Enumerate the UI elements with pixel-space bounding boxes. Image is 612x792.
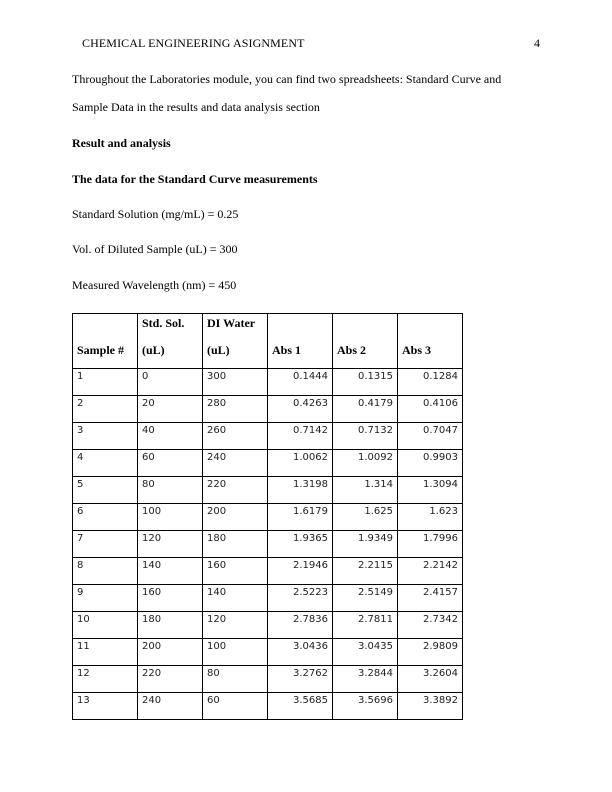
column-header-text: Abs 3	[402, 343, 432, 357]
table-cell: 2	[73, 396, 138, 423]
table-cell: 2.9809	[398, 639, 463, 666]
table-cell: 0.1284	[398, 369, 463, 396]
table-cell: 0.9903	[398, 450, 463, 477]
column-header	[333, 314, 398, 369]
table-cell: 3.2762	[268, 666, 333, 693]
table-row	[73, 504, 463, 531]
table-row	[73, 450, 463, 477]
table-cell: 240	[138, 693, 203, 720]
standard-solution-text: Standard Solution (mg/mL) = 0.25	[72, 207, 239, 221]
intro-paragraph-line-1: Throughout the Laboratories module, you can find two spreadsheets: Standard Curve and	[72, 72, 502, 86]
table-cell: 1.625	[333, 504, 398, 531]
table-cell: 1.7996	[398, 531, 463, 558]
table-cell: 0.7142	[268, 423, 333, 450]
table-cell: 1.0092	[333, 450, 398, 477]
table-cell: 120	[203, 612, 268, 639]
table-cell: 1.9365	[268, 531, 333, 558]
subsection-heading: The data for the Standard Curve measurements	[72, 172, 318, 186]
table-row	[73, 558, 463, 585]
table-cell: 3.0435	[333, 639, 398, 666]
column-header-text: (uL)	[142, 343, 165, 357]
table-cell: 40	[138, 423, 203, 450]
column-header-text: Std. Sol.	[142, 316, 185, 330]
table-cell: 180	[138, 612, 203, 639]
table-cell: 2.7811	[333, 612, 398, 639]
table-cell: 240	[203, 450, 268, 477]
table-row	[73, 612, 463, 639]
table-cell: 160	[203, 558, 268, 585]
table-cell: 1.6179	[268, 504, 333, 531]
table-cell: 8	[73, 558, 138, 585]
table-cell: 10	[73, 612, 138, 639]
table-row	[73, 396, 463, 423]
table-cell: 2.5149	[333, 585, 398, 612]
table-cell: 3.2844	[333, 666, 398, 693]
table-cell: 0.4263	[268, 396, 333, 423]
table-cell: 260	[203, 423, 268, 450]
standard-curve-table	[72, 313, 463, 720]
diluted-volume-text: Vol. of Diluted Sample (uL) = 300	[72, 242, 238, 256]
table-header-row	[73, 314, 463, 369]
table-cell: 11	[73, 639, 138, 666]
table-cell: 140	[203, 585, 268, 612]
table-cell: 1.9349	[333, 531, 398, 558]
column-header-text: DI Water	[207, 316, 256, 330]
table-cell: 3.0436	[268, 639, 333, 666]
running-header: CHEMICAL ENGINEERING ASIGNMENT	[82, 36, 305, 50]
table-row	[73, 693, 463, 720]
table-cell: 0.1444	[268, 369, 333, 396]
table-cell: 4	[73, 450, 138, 477]
table-row	[73, 666, 463, 693]
table-row	[73, 423, 463, 450]
table-cell: 9	[73, 585, 138, 612]
intro-paragraph-line-2: Sample Data in the results and data analysis section	[72, 100, 320, 114]
table-cell: 180	[203, 531, 268, 558]
table-cell: 160	[138, 585, 203, 612]
table-cell: 100	[138, 504, 203, 531]
table-cell: 0.4106	[398, 396, 463, 423]
table-cell: 3.2604	[398, 666, 463, 693]
page-number: 4	[534, 36, 540, 50]
table-cell: 2.2115	[333, 558, 398, 585]
table-cell: 100	[203, 639, 268, 666]
table-cell: 1.3094	[398, 477, 463, 504]
table-cell: 200	[138, 639, 203, 666]
table-row	[73, 585, 463, 612]
table-cell: 3.3892	[398, 693, 463, 720]
section-heading: Result and analysis	[72, 136, 171, 150]
table-cell: 13	[73, 693, 138, 720]
table-cell: 2.2142	[398, 558, 463, 585]
column-header-text: Abs 1	[272, 343, 302, 357]
table-cell: 140	[138, 558, 203, 585]
table-cell: 1.314	[333, 477, 398, 504]
column-header-text: (uL)	[207, 343, 230, 357]
table-cell: 3	[73, 423, 138, 450]
table-cell: 12	[73, 666, 138, 693]
table-cell: 6	[73, 504, 138, 531]
table-cell: 0.7132	[333, 423, 398, 450]
table-cell: 200	[203, 504, 268, 531]
table-cell: 300	[203, 369, 268, 396]
table-cell: 120	[138, 531, 203, 558]
column-header	[138, 314, 203, 369]
table-row	[73, 369, 463, 396]
table-cell: 1.623	[398, 504, 463, 531]
table-cell: 220	[203, 477, 268, 504]
table-cell: 2.7836	[268, 612, 333, 639]
table-cell: 60	[138, 450, 203, 477]
column-header-text: Abs 2	[337, 343, 367, 357]
table-cell: 0.1315	[333, 369, 398, 396]
table-cell: 0	[138, 369, 203, 396]
table-cell: 0.7047	[398, 423, 463, 450]
table-cell: 1	[73, 369, 138, 396]
table-cell: 2.5223	[268, 585, 333, 612]
table-cell: 20	[138, 396, 203, 423]
table-cell: 2.1946	[268, 558, 333, 585]
table-cell: 220	[138, 666, 203, 693]
column-header	[73, 314, 138, 369]
table-cell: 7	[73, 531, 138, 558]
table-row	[73, 477, 463, 504]
table-cell: 2.4157	[398, 585, 463, 612]
table-cell: 280	[203, 396, 268, 423]
table-cell: 60	[203, 693, 268, 720]
table-cell: 80	[138, 477, 203, 504]
table-cell: 2.7342	[398, 612, 463, 639]
wavelength-text: Measured Wavelength (nm) = 450	[72, 278, 237, 292]
table-row	[73, 639, 463, 666]
table-cell: 1.3198	[268, 477, 333, 504]
column-header	[268, 314, 333, 369]
table-cell: 80	[203, 666, 268, 693]
column-header	[398, 314, 463, 369]
column-header	[203, 314, 268, 369]
table-cell: 5	[73, 477, 138, 504]
table-cell: 3.5696	[333, 693, 398, 720]
table-row	[73, 531, 463, 558]
table-cell: 0.4179	[333, 396, 398, 423]
column-header-text: Sample #	[77, 343, 125, 357]
table-cell: 1.0062	[268, 450, 333, 477]
table-cell: 3.5685	[268, 693, 333, 720]
